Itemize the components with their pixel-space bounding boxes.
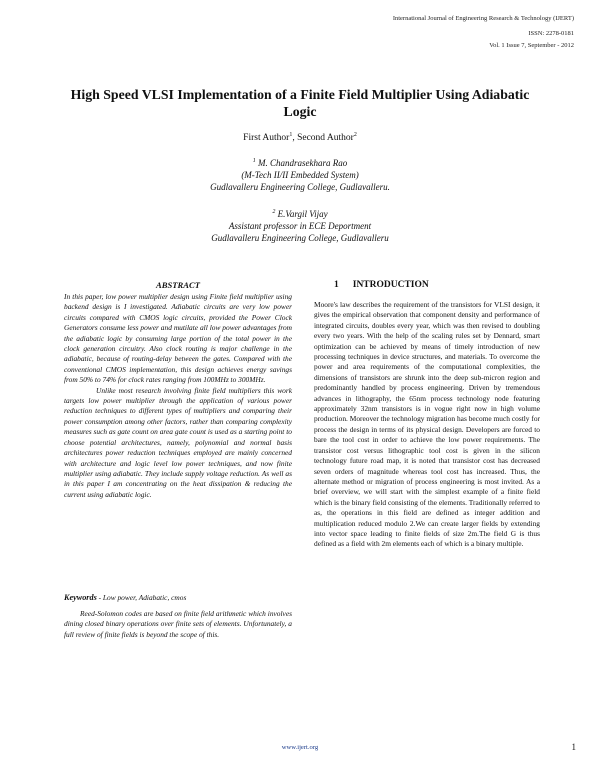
abstract-body: [64, 292, 292, 500]
reed-solomon-text: Reed-Solomon codes are based on finite field arithmetic which involves dining closed binary operations over finite sets of elements. Unfortunately, a full review of finite fields is beyond the scope of this.: [64, 609, 292, 639]
affiliation-2-sup: 2: [272, 209, 276, 215]
keywords: [64, 593, 292, 603]
abstract-paragraph-2: Unlike most research involving finite field multipliers this work targets low power multiplier through the application of various power reduction techniques to different types of multipliers and comparing their power consumption among other factors, rather than comparing complexity measures such as gate count on area gate count is used as a starting point to choose potential architectures, namely, polynomial and normal basis architectures power reduction techniques employed are mainly concerned with architecture and logic level low power techniques, and now finite multiplier using adiabatic. They include supply voltage reduction. As well as in this paper I am concentrating on the heat dissipation & reducing the current using adiabatic logic.: [64, 385, 292, 499]
reed-solomon-paragraph: [64, 609, 292, 640]
affiliation-1-name-line: [0, 157, 600, 169]
abstract-heading: ABSTRACT: [156, 280, 200, 290]
affiliation-1-sup: 1: [252, 158, 256, 164]
affiliation-1: [0, 157, 600, 193]
first-author: First Author: [243, 133, 290, 143]
affiliation-2-name: E.Vargil Vijay: [275, 209, 328, 219]
affiliation-2-position: Assistant professor in ECE Deportment: [228, 221, 372, 231]
affiliation-2-org: Gudlavalleru Engineering College, Gudlavalleru: [211, 233, 389, 243]
paper-title: High Speed VLSI Implementation of a Finite Field Multiplier Using Adiabatic Logic: [70, 87, 530, 119]
introduction-body: [314, 300, 540, 550]
author-separator: ,: [292, 133, 298, 143]
keywords-label: Keywords: [64, 593, 97, 602]
journal-name: International Journal of Engineering Research & Technology (IJERT): [392, 15, 574, 22]
introduction-number: 1: [334, 280, 339, 290]
keywords-text: - Low power, Adiabatic, cmos: [96, 593, 187, 602]
introduction-heading: [314, 280, 540, 290]
affiliation-1-org: Gudlavalleru Engineering College, Gudlavalleru.: [210, 182, 390, 192]
affiliation-1-name: M. Chandrasekhara Rao: [255, 158, 348, 168]
introduction-text: Moore's law describes the requirement of the transistors for VLSI design, it gives the empirical observation that component density and performance of integrated circuits, doubles every year, which was then revised to doubling every two years. With the help of the scaling rules set by Dennard, smart optimization can be achieved by means of timely introduction of new processing techniques in device structures, and materials. To overcome the power and area requirements of the computational complexities, the dimensions of transistors are shrunk into the deep sub-micron region and predominantly handled by process engineering. Driven by tremendous advances in lithography, the 65nm process technology node featuring approximately 32nm transistors is in vogue right now in high volume production. Moreover the technology migration has become much costly for process the design in terms of its physical design. Developers are forced to bare the tool cost in order to achieve the low power requirements. The transistor cost versus lithographic tool cost is given in the silicon technology future road map, it is noted that transistor cost has decreased seven orders of magnitude whereas tool cost has increased. Thus, the alternate method or migration of process engineering is most invited. As a brief overview, we will start with the simplest example of a finite field which is the binary field consisting of the elements. Traditionally referred to as, the operations in this field are defined as integer addition and multiplication reduced modulo 2.We can create larger fields by extending into vector space leading to finite fields of size 2m.The field G is thus defined as a field with 2m elements each of which is a binary multiple.: [314, 300, 540, 549]
issn: ISSN: 2278-0181: [528, 30, 574, 37]
abstract-paragraph-1: In this paper, low power multiplier design using Finite field multiplier using backend design is I investigated. Adiabatic circuits are very low power circuits compared with CMOS logic circuits, provided the Power Clock Generators consume less power and mutilate all low power advantages from the adiabatic logic by consuming large portion of the total power in the clock generation circuitry. Also clock routing is major challenge in the adiabatic, because of routing-delay between the gates. Compared with the conventional CMOS implementation, this design achieves energy savings from 50% to 74% for clock rates ranging from 100MHz to 300MHz.: [64, 292, 292, 385]
second-author-sup: 2: [353, 131, 357, 138]
introduction-title: INTRODUCTION: [352, 280, 429, 290]
affiliation-2: [0, 208, 600, 244]
affiliation-1-position: (M-Tech II/II Embedded System): [241, 170, 359, 180]
first-author-sup: 1: [289, 131, 293, 138]
page-number: 1: [571, 742, 576, 752]
footer-url-link[interactable]: www.ijert.org: [281, 744, 319, 751]
second-author: Second Author: [297, 133, 354, 143]
author-line: [0, 133, 600, 143]
volume-issue: Vol. 1 Issue 7, September - 2012: [489, 42, 574, 49]
affiliation-2-name-line: [0, 208, 600, 220]
